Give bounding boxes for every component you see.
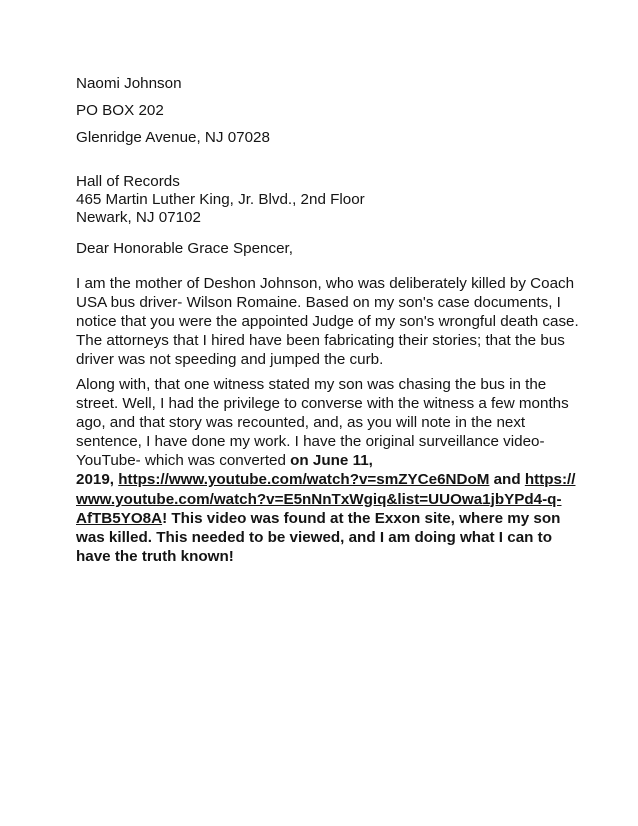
youtube-link-2-part1[interactable]: https:// <box>524 471 576 489</box>
paragraph-1-line: notice that you were the appointed Judge of my son's wrongful death case. <box>76 313 579 331</box>
youtube-link-2-part2[interactable]: www.youtube.com/watch?v=E5nNnTxWgiq&list=UUOwa1jbYPd4-q- <box>76 490 562 508</box>
paragraph-2-line: was killed. This needed to be viewed, and I am doing what I can to <box>76 528 552 546</box>
paragraph-2-line: sentence, I have done my work. I have the original surveillance video- <box>76 433 545 451</box>
paragraph-2-line <box>76 490 566 509</box>
converted-date-part2: 2019, <box>76 471 119 489</box>
paragraph-1-line: I am the mother of Deshon Johnson, who was deliberately killed by Coach <box>76 275 575 292</box>
paragraph-2-line <box>76 509 566 528</box>
paragraph-1 <box>76 274 579 369</box>
paragraph-2-line: ago, and that story was recounted, and, as you will note in the next <box>76 414 526 432</box>
converted-date-part1: on June 11, <box>290 452 373 470</box>
paragraph-2 <box>76 375 576 566</box>
sender-po-box: PO BOX 202 <box>76 102 164 119</box>
paragraph-2-line <box>76 470 576 489</box>
and-word: and <box>489 471 525 489</box>
youtube-link-1[interactable]: https://www.youtube.com/watch?v=smZYCe6NDoM <box>118 471 490 489</box>
sender-name: Naomi Johnson <box>76 75 182 92</box>
paragraph-1-line: The attorneys that I hired have been fabricating their stories; that the bus <box>76 332 565 350</box>
sender-city-line: Glenridge Avenue, NJ 07028 <box>76 129 270 146</box>
youtube-link-2-part3[interactable]: AfTB5YO8A <box>76 509 163 527</box>
paragraph-2-line <box>76 451 566 470</box>
exxon-site-text: ! This video was found at the Exxon site, where my son <box>162 509 561 527</box>
paragraph-1-line: driver was not speeding and jumped the curb. <box>76 351 384 369</box>
paragraph-2-line: street. Well, I had the privilege to converse with the witness a few months <box>76 395 569 413</box>
paragraph-2-line: have the truth known! <box>76 547 234 565</box>
paragraph-2-line: Along with, that one witness stated my son was chasing the bus in the <box>76 376 547 393</box>
converted-text: YouTube- which was converted <box>76 452 291 470</box>
recipient-street: 465 Martin Luther King, Jr. Blvd., 2nd Floor <box>76 191 365 208</box>
recipient-office: Hall of Records <box>76 173 180 190</box>
recipient-city-line: Newark, NJ 07102 <box>76 209 201 226</box>
salutation: Dear Honorable Grace Spencer, <box>76 240 293 257</box>
paragraph-1-line: USA bus driver- Wilson Romaine. Based on my son's case documents, I <box>76 294 561 312</box>
